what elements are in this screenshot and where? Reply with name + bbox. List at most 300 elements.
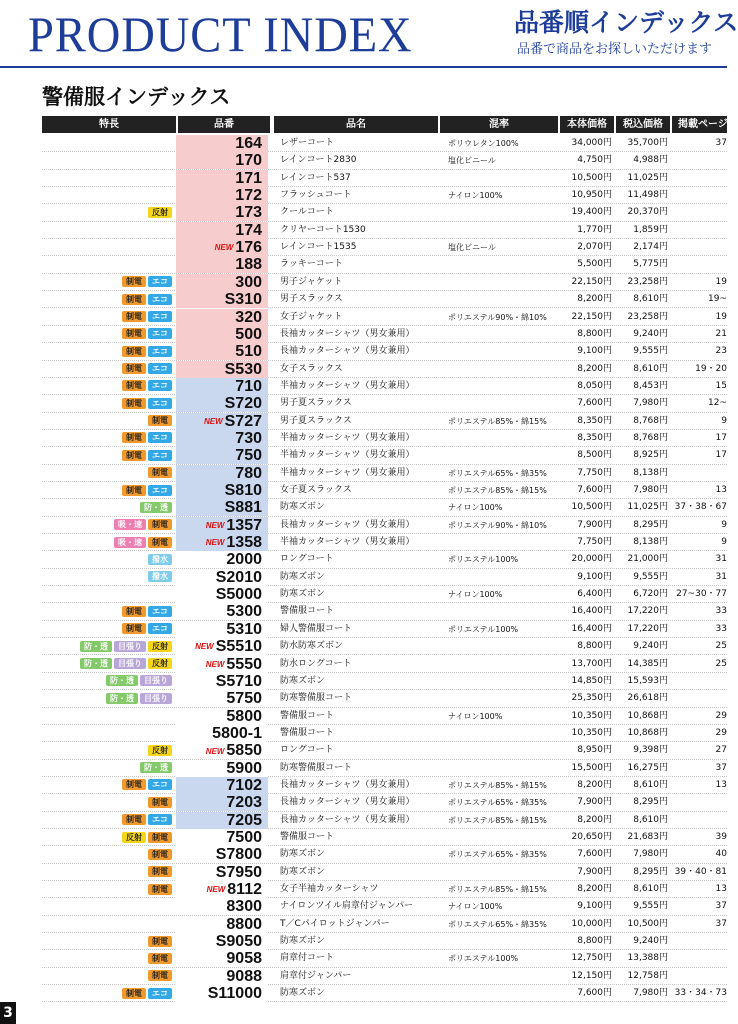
feature-badge: 目張り xyxy=(140,675,172,686)
material-mix xyxy=(440,864,558,881)
base-price: 22,150円 xyxy=(571,311,612,322)
feature-badge: 制電 xyxy=(122,623,146,634)
page-subtitle: 品番で商品をお探しいただけます xyxy=(517,42,713,57)
feature-badge: 反射 xyxy=(148,207,172,218)
features-cell xyxy=(42,950,176,967)
product-number-cell xyxy=(176,413,268,430)
feature-badge: 制電 xyxy=(122,988,146,999)
base-price: 8,200円 xyxy=(577,294,612,305)
feature-badge: 制電 xyxy=(122,814,146,825)
tax-price: 35,700円 xyxy=(627,138,668,148)
table-row xyxy=(42,135,727,152)
base-price: 8,350円 xyxy=(577,415,612,426)
tax-price: 26,618円 xyxy=(627,693,668,704)
base-price: 9,100円 xyxy=(577,571,612,582)
page-reference xyxy=(672,673,727,690)
tax-price: 8,295円 xyxy=(633,866,668,877)
table-row xyxy=(42,447,727,464)
product-number-cell xyxy=(176,517,268,534)
material-mix xyxy=(440,170,558,187)
features-cell xyxy=(42,933,176,950)
page-reference xyxy=(672,187,727,204)
features-cell xyxy=(42,534,176,551)
base-price: 7,750円 xyxy=(577,537,612,548)
feature-badge: エコ xyxy=(148,485,172,496)
features-cell xyxy=(42,135,176,152)
base-price: 12,150円 xyxy=(571,970,612,981)
feature-badge: 撥水 xyxy=(148,571,172,582)
material-mix: ナイロン100% xyxy=(448,711,503,721)
tax-price: 8,295円 xyxy=(633,797,668,808)
features-cell xyxy=(42,812,176,829)
table-row xyxy=(42,291,727,308)
page-title: PRODUCT INDEX xyxy=(28,6,413,62)
base-price: 8,800円 xyxy=(577,936,612,947)
product-number: 173 xyxy=(235,204,262,222)
product-number: 172 xyxy=(235,187,262,205)
material-mix xyxy=(440,274,558,291)
table-row xyxy=(42,898,727,915)
page-reference: 13 xyxy=(715,884,727,895)
product-number-cell xyxy=(176,291,268,308)
table-row xyxy=(42,846,727,863)
product-number-cell xyxy=(176,725,268,742)
material-mix xyxy=(440,222,558,239)
product-name: 婦人警備服コート xyxy=(280,623,353,634)
tax-price: 13,388円 xyxy=(627,953,668,964)
product-number: S881 xyxy=(224,499,262,517)
product-number-cell xyxy=(176,950,268,967)
product-number-cell xyxy=(176,499,268,516)
product-number: 710 xyxy=(235,377,262,395)
product-number: S720 xyxy=(224,395,262,413)
tax-price: 7,980円 xyxy=(633,485,668,495)
material-mix: ポリエステル85%・綿15% xyxy=(448,486,547,495)
base-price: 13,700円 xyxy=(571,658,612,669)
table-row xyxy=(42,499,727,516)
feature-badge: 制電 xyxy=(122,432,146,443)
material-mix xyxy=(440,326,558,343)
feature-badge: 撥水 xyxy=(148,554,172,565)
table-row xyxy=(42,152,727,169)
tax-price: 10,868円 xyxy=(627,727,668,738)
product-number-cell xyxy=(176,378,268,395)
features-cell xyxy=(42,239,176,256)
product-number-cell xyxy=(176,152,268,169)
product-name: 男子ジャケット xyxy=(280,276,343,287)
tax-price: 17,220円 xyxy=(627,623,668,634)
feature-badge: 制電 xyxy=(122,294,146,305)
material-mix xyxy=(440,656,558,673)
base-price: 6,400円 xyxy=(577,589,612,600)
product-name: 長袖カッターシャツ（男女兼用） xyxy=(280,797,415,808)
feature-badge: 制電 xyxy=(122,485,146,496)
table-row xyxy=(42,673,727,690)
tax-price: 20,370円 xyxy=(627,207,668,218)
product-name: レインコート537 xyxy=(280,172,351,183)
product-number: 5850 xyxy=(226,742,262,760)
material-mix xyxy=(440,968,558,985)
material-mix xyxy=(440,603,558,620)
table-row xyxy=(42,656,727,673)
page-reference: 37・38・67 xyxy=(674,502,727,513)
product-name: レザーコート xyxy=(280,138,335,148)
product-name: 肩章付コート xyxy=(280,953,335,964)
base-price: 10,350円 xyxy=(571,710,612,721)
page-reference: 15 xyxy=(715,380,727,391)
product-name: 防寒ズボン xyxy=(280,988,326,999)
product-number: 5800 xyxy=(226,707,262,725)
features-cell xyxy=(42,603,176,620)
product-number: S7950 xyxy=(215,863,262,881)
product-name: クリヤーコート1530 xyxy=(280,224,366,235)
material-mix: ポリエステル65%・綿35% xyxy=(448,919,547,929)
feature-badge: エコ xyxy=(148,363,172,374)
product-name: 半袖カッターシャツ（男女兼用） xyxy=(280,467,415,478)
product-number: 300 xyxy=(235,273,262,291)
material-mix xyxy=(440,343,558,360)
material-mix: ナイロン100% xyxy=(448,191,503,201)
table-row xyxy=(42,812,727,829)
base-price: 8,800円 xyxy=(577,328,612,339)
page-reference: 31 xyxy=(715,571,727,582)
features-cell xyxy=(42,413,176,430)
feature-badge: 制電 xyxy=(122,363,146,374)
table-row xyxy=(42,378,727,395)
product-name: 防寒ズボン xyxy=(280,589,326,600)
page-reference: 12~ xyxy=(708,398,727,409)
product-number-cell xyxy=(176,846,268,863)
table-row xyxy=(42,204,727,221)
product-name: 防寒ズボン xyxy=(280,502,326,513)
new-marker: NEW xyxy=(214,243,234,253)
material-mix: ポリエステル65%・綿35% xyxy=(448,850,547,860)
base-price: 25,350円 xyxy=(571,693,612,704)
product-name: 男子夏スラックス xyxy=(280,398,352,409)
table-row xyxy=(42,794,727,811)
feature-badge: エコ xyxy=(148,398,172,409)
product-number-cell xyxy=(176,603,268,620)
product-number-cell xyxy=(176,239,268,256)
table-row xyxy=(42,933,727,950)
tax-price: 9,555円 xyxy=(633,901,668,912)
material-mix xyxy=(440,204,558,221)
features-cell xyxy=(42,725,176,742)
features-cell xyxy=(42,742,176,759)
base-price: 8,200円 xyxy=(577,363,612,374)
feature-badge: エコ xyxy=(148,311,172,322)
product-number-cell xyxy=(176,690,268,707)
product-number: S810 xyxy=(224,482,262,499)
base-price: 7,900円 xyxy=(577,866,612,877)
page-reference: 13 xyxy=(715,779,727,790)
product-number: 750 xyxy=(235,447,262,465)
feature-badge: エコ xyxy=(148,814,172,825)
product-number: S2010 xyxy=(215,568,262,586)
product-number-cell xyxy=(176,361,268,378)
features-cell xyxy=(42,499,176,516)
product-name: 防水ロングコート xyxy=(280,658,352,669)
feature-badge: エコ xyxy=(148,450,172,461)
base-price: 8,350円 xyxy=(577,432,612,443)
new-marker: NEW xyxy=(195,642,214,652)
feature-badge: エコ xyxy=(148,294,172,305)
product-name: 長袖カッターシャツ（男女兼用） xyxy=(280,328,415,339)
material-mix: ポリエステル65%・綿35% xyxy=(448,798,547,808)
features-cell xyxy=(42,204,176,221)
page-reference: 39 xyxy=(715,832,727,842)
feature-badge: 制電 xyxy=(148,415,172,426)
product-name: 半袖カッターシャツ（男女兼用） xyxy=(280,432,415,443)
product-name: 長袖カッターシャツ（男女兼用） xyxy=(280,519,415,530)
features-cell xyxy=(42,222,176,239)
feature-badge: 制電 xyxy=(148,936,172,947)
material-mix xyxy=(440,291,558,308)
feature-badge: 反射 xyxy=(148,641,172,652)
product-number-cell xyxy=(176,135,268,152)
material-mix xyxy=(440,690,558,707)
table-row xyxy=(42,482,727,499)
feature-badge: 制電 xyxy=(122,606,146,617)
product-number: 188 xyxy=(235,256,262,274)
feature-badge: 制電 xyxy=(148,849,172,860)
product-name: クールコート xyxy=(280,207,334,218)
tax-price: 23,258円 xyxy=(627,276,668,287)
features-cell xyxy=(42,482,176,499)
base-price: 10,000円 xyxy=(571,918,612,929)
page-title-jp: 品番順インデックス xyxy=(514,8,738,37)
table-row xyxy=(42,968,727,985)
product-number: 7500 xyxy=(226,829,262,846)
table-row xyxy=(42,950,727,967)
base-price: 8,200円 xyxy=(577,814,612,825)
features-cell xyxy=(42,378,176,395)
features-cell xyxy=(42,465,176,482)
page-reference xyxy=(672,968,727,985)
material-mix: ポリエステル85%・綿15% xyxy=(448,780,547,790)
page-reference: 31 xyxy=(715,554,727,565)
page-number: 3 xyxy=(0,1002,16,1024)
product-number-cell xyxy=(176,170,268,187)
features-cell xyxy=(42,326,176,343)
features-cell xyxy=(42,985,176,1002)
feature-badge: 反射 xyxy=(122,832,146,843)
material-mix xyxy=(440,933,558,950)
product-number: 9058 xyxy=(226,950,262,968)
product-number: 1357 xyxy=(226,516,262,534)
product-name: 長袖カッターシャツ（男女兼用） xyxy=(280,346,415,357)
product-number: 164 xyxy=(235,135,262,152)
material-mix: ポリエステル90%・綿10% xyxy=(448,312,547,322)
product-number-cell xyxy=(176,829,268,846)
feature-badge: エコ xyxy=(148,988,172,999)
col-header-mix: 混率 xyxy=(440,116,558,133)
page-reference xyxy=(672,794,727,811)
features-cell xyxy=(42,968,176,985)
material-mix xyxy=(440,673,558,690)
product-number: 500 xyxy=(235,325,262,343)
col-header-features: 特長 xyxy=(42,116,176,133)
product-number: 8300 xyxy=(226,898,262,916)
features-cell xyxy=(42,343,176,360)
feature-badge: 制電 xyxy=(148,797,172,808)
product-number: 7203 xyxy=(226,794,262,812)
product-name: 長袖カッターシャツ（男女兼用） xyxy=(280,779,415,790)
features-cell xyxy=(42,846,176,863)
features-cell xyxy=(42,638,176,655)
product-name: T／Cパイロットジャンパー xyxy=(280,918,390,929)
feature-badge: 制電 xyxy=(122,311,146,322)
product-number-cell xyxy=(176,204,268,221)
table-row xyxy=(42,742,727,759)
product-number-cell xyxy=(176,812,268,829)
tax-price: 8,295円 xyxy=(633,519,668,530)
material-mix xyxy=(440,430,558,447)
page-reference: 37 xyxy=(715,138,727,148)
product-number-cell xyxy=(176,985,268,1002)
base-price: 9,100円 xyxy=(577,901,612,912)
tax-price: 4,988円 xyxy=(633,155,668,166)
page-reference: 21 xyxy=(715,328,727,339)
product-number: 730 xyxy=(235,429,262,447)
feature-badge: 防・透 xyxy=(80,658,112,669)
product-name: 女子ジャケット xyxy=(280,311,343,322)
product-number: 9088 xyxy=(226,967,262,985)
page-reference: 29 xyxy=(715,727,727,738)
product-name: 警備服コート xyxy=(280,606,335,617)
product-number: S5710 xyxy=(215,672,262,690)
feature-badge: 防・透 xyxy=(106,675,138,686)
product-number-cell xyxy=(176,309,268,326)
product-number: 5310 xyxy=(226,620,262,638)
base-price: 19,400円 xyxy=(571,207,612,218)
base-price: 20,000円 xyxy=(571,554,612,565)
feature-badge: 目張り xyxy=(140,693,172,704)
table-row xyxy=(42,534,727,551)
tax-price: 10,868円 xyxy=(627,710,668,721)
material-mix xyxy=(440,725,558,742)
base-price: 4,750円 xyxy=(577,155,612,166)
feature-badge: エコ xyxy=(148,623,172,634)
page-reference xyxy=(672,690,727,707)
material-mix: ポリエステル85%・綿15% xyxy=(448,885,547,895)
table-row xyxy=(42,187,727,204)
features-cell xyxy=(42,187,176,204)
material-mix: ポリエステル100% xyxy=(448,555,519,565)
page-reference xyxy=(672,170,727,187)
features-cell xyxy=(42,621,176,638)
base-price: 7,600円 xyxy=(577,988,612,999)
feature-badge: 防・透 xyxy=(80,641,112,652)
features-cell xyxy=(42,586,176,603)
product-number-cell xyxy=(176,343,268,360)
tax-price: 21,000円 xyxy=(627,554,668,565)
product-number-cell xyxy=(176,656,268,673)
product-number: 5900 xyxy=(226,759,262,777)
tax-price: 21,683円 xyxy=(627,832,668,842)
table-row xyxy=(42,864,727,881)
base-price: 9,100円 xyxy=(577,346,612,357)
feature-badge: 吸・速 xyxy=(114,519,146,530)
product-number: 8800 xyxy=(226,915,262,933)
base-price: 10,500円 xyxy=(571,172,612,183)
product-name: レインコート1535 xyxy=(280,242,357,253)
material-mix: ポリエステル85%・綿15% xyxy=(448,815,547,825)
features-cell xyxy=(42,777,176,794)
page-reference: 27 xyxy=(715,745,727,756)
product-number: S7800 xyxy=(215,846,262,864)
page-reference: 19 xyxy=(715,276,727,287)
new-marker: NEW xyxy=(205,746,225,756)
product-number-cell xyxy=(176,326,268,343)
product-number-cell xyxy=(176,447,268,464)
product-name: 防寒ズボン xyxy=(280,571,326,582)
page-reference: 37 xyxy=(715,918,727,929)
page-reference: 9 xyxy=(721,415,727,426)
material-mix: ポリウレタン100% xyxy=(448,139,519,148)
product-name: ロングコート xyxy=(280,745,334,756)
feature-badge: 制電 xyxy=(122,779,146,790)
page-reference xyxy=(672,812,727,829)
feature-badge: エコ xyxy=(148,328,172,339)
page-reference: 37 xyxy=(715,762,727,773)
product-number: S5510 xyxy=(215,638,262,656)
product-name: 防水防寒ズボン xyxy=(280,641,344,652)
product-number-cell xyxy=(176,222,268,239)
table-row xyxy=(42,465,727,482)
product-number: 2000 xyxy=(226,551,262,569)
features-cell xyxy=(42,395,176,412)
product-number: S727 xyxy=(224,412,262,430)
feature-badge: 制電 xyxy=(148,970,172,981)
table-row xyxy=(42,690,727,707)
page-reference: 25 xyxy=(715,641,727,652)
features-cell xyxy=(42,256,176,273)
product-number-cell xyxy=(176,274,268,291)
tax-price: 9,555円 xyxy=(633,346,668,357)
features-cell xyxy=(42,881,176,898)
table-row xyxy=(42,760,727,777)
feature-badge: 制電 xyxy=(148,884,172,895)
feature-badge: 制電 xyxy=(122,380,146,391)
page-reference: 37 xyxy=(715,901,727,912)
product-number: 320 xyxy=(235,308,262,326)
material-mix: ナイロン100% xyxy=(448,503,503,513)
new-marker: NEW xyxy=(206,885,226,895)
product-name: 男子夏スラックス xyxy=(280,415,352,426)
tax-price: 8,925円 xyxy=(633,450,668,461)
tax-price: 1,859円 xyxy=(633,224,668,235)
product-name: 警備服コート xyxy=(280,710,335,721)
base-price: 16,400円 xyxy=(571,606,612,617)
feature-badge: 制電 xyxy=(122,398,146,409)
product-name: 警備服コート xyxy=(280,832,335,842)
base-price: 22,150円 xyxy=(571,276,612,287)
tax-price: 11,498円 xyxy=(627,190,668,201)
base-price: 2,070円 xyxy=(577,242,612,253)
tax-price: 9,240円 xyxy=(633,936,668,947)
product-name: 半袖カッターシャツ（男女兼用） xyxy=(280,380,415,391)
base-price: 8,200円 xyxy=(577,779,612,790)
page-reference: 33 xyxy=(715,623,727,634)
product-number: 174 xyxy=(235,221,262,239)
product-number: S530 xyxy=(224,360,262,378)
product-number-cell xyxy=(176,881,268,898)
page-reference: 27~30・77 xyxy=(676,589,727,600)
page-reference: 33・34・73 xyxy=(674,988,727,999)
tax-price: 8,610円 xyxy=(633,363,668,374)
tax-price: 8,610円 xyxy=(633,884,668,895)
